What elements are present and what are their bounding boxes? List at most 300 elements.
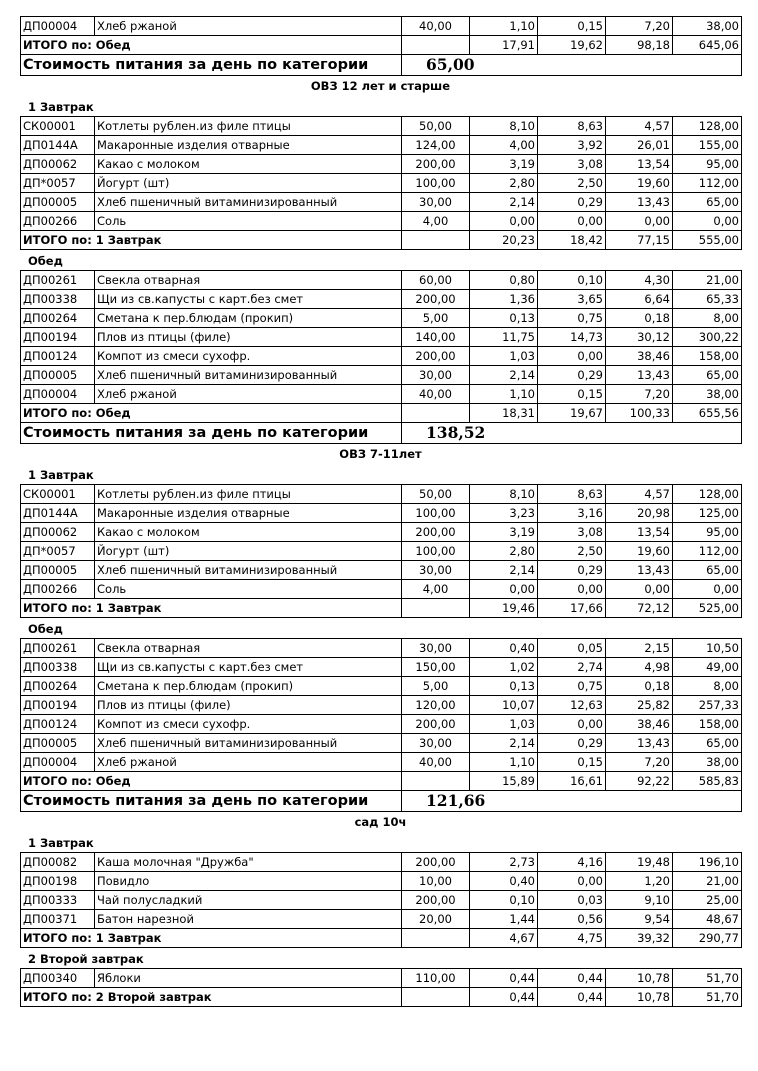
dish-code: ДП00261 <box>21 639 95 658</box>
table-row <box>21 542 742 561</box>
dish-carbs: 19,60 <box>606 174 673 193</box>
dish-code: СК00001 <box>21 485 95 504</box>
dish-name: Йогурт (шт) <box>95 174 402 193</box>
total-kcal: 645,06 <box>673 36 742 55</box>
dish-kcal: 48,67 <box>673 910 742 929</box>
dish-qty: 5,00 <box>402 309 470 328</box>
dish-fat: 0,44 <box>538 969 606 988</box>
dish-code: ДП00371 <box>21 910 95 929</box>
dish-fat: 0,29 <box>538 734 606 753</box>
dish-name: Плов из птицы (филе) <box>95 696 402 715</box>
dish-protein: 4,00 <box>470 136 538 155</box>
dish-protein: 0,40 <box>470 872 538 891</box>
dish-fat: 4,16 <box>538 853 606 872</box>
dish-qty: 4,00 <box>402 580 470 599</box>
total-kcal: 555,00 <box>673 231 742 250</box>
dish-code: ДП*0057 <box>21 174 95 193</box>
total-row <box>21 988 742 1007</box>
category-title: ОВЗ 7-11лет <box>339 447 422 461</box>
dish-fat: 0,29 <box>538 193 606 212</box>
dish-fat: 0,00 <box>538 580 606 599</box>
total-label: ИТОГО по: 2 Второй завтрак <box>21 988 402 1007</box>
dish-code: ДП00124 <box>21 715 95 734</box>
total-row <box>21 36 742 55</box>
dish-protein: 2,73 <box>470 853 538 872</box>
dish-qty: 140,00 <box>402 328 470 347</box>
dish-fat: 3,92 <box>538 136 606 155</box>
dish-kcal: 95,00 <box>673 523 742 542</box>
intro-table <box>20 16 742 76</box>
cost-label: Стоимость питания за день по категории <box>21 423 402 444</box>
cost-label: Стоимость питания за день по категории <box>21 791 402 812</box>
dish-fat: 0,03 <box>538 891 606 910</box>
dish-qty: 124,00 <box>402 136 470 155</box>
dish-code: ДП00062 <box>21 523 95 542</box>
dish-name: Соль <box>95 580 402 599</box>
dish-name: Плов из птицы (филе) <box>95 328 402 347</box>
dish-code: ДП00005 <box>21 561 95 580</box>
dish-protein: 0,10 <box>470 891 538 910</box>
table-row <box>21 580 742 599</box>
category-section <box>20 444 741 812</box>
table-row <box>21 715 742 734</box>
dish-code: ДП00198 <box>21 872 95 891</box>
dish-protein: 1,03 <box>470 347 538 366</box>
table-row <box>21 872 742 891</box>
dish-qty: 120,00 <box>402 696 470 715</box>
total-carbs: 92,22 <box>606 772 673 791</box>
dish-carbs: 0,18 <box>606 309 673 328</box>
dish-kcal: 158,00 <box>673 715 742 734</box>
dish-fat: 0,15 <box>538 753 606 772</box>
dish-fat: 3,16 <box>538 504 606 523</box>
dish-kcal: 125,00 <box>673 504 742 523</box>
dish-qty: 200,00 <box>402 891 470 910</box>
dish-kcal: 38,00 <box>673 385 742 404</box>
total-kcal: 290,77 <box>673 929 742 948</box>
dish-kcal: 65,33 <box>673 290 742 309</box>
dish-name: Котлеты рублен.из филе птицы <box>95 117 402 136</box>
dish-carbs: 4,57 <box>606 117 673 136</box>
dish-name: Повидло <box>95 872 402 891</box>
dish-qty: 40,00 <box>402 753 470 772</box>
total-carbs: 72,12 <box>606 599 673 618</box>
dish-fat: 0,00 <box>538 715 606 734</box>
dish-protein: 2,80 <box>470 542 538 561</box>
dish-kcal: 0,00 <box>673 212 742 231</box>
dish-code: ДП0144А <box>21 136 95 155</box>
dish-qty: 5,00 <box>402 677 470 696</box>
dish-carbs: 13,43 <box>606 561 673 580</box>
dish-qty: 110,00 <box>402 969 470 988</box>
dish-code: ДП*0057 <box>21 542 95 561</box>
dish-carbs: 7,20 <box>606 17 673 36</box>
dish-qty: 4,00 <box>402 212 470 231</box>
total-kcal: 525,00 <box>673 599 742 618</box>
dish-qty: 200,00 <box>402 347 470 366</box>
categories-container <box>20 76 741 1007</box>
dish-protein: 3,23 <box>470 504 538 523</box>
dish-protein: 8,10 <box>470 117 538 136</box>
meal-table <box>20 852 742 948</box>
total-carbs: 100,33 <box>606 404 673 423</box>
dish-code: ДП00264 <box>21 677 95 696</box>
dish-name: Хлеб пшеничный витаминизированный <box>95 734 402 753</box>
dish-carbs: 9,10 <box>606 891 673 910</box>
cost-row <box>21 55 742 76</box>
dish-fat: 0,00 <box>538 872 606 891</box>
dish-fat: 8,63 <box>538 485 606 504</box>
dish-fat: 3,08 <box>538 155 606 174</box>
dish-name: Какао с молоком <box>95 523 402 542</box>
dish-qty: 60,00 <box>402 271 470 290</box>
dish-fat: 14,73 <box>538 328 606 347</box>
dish-name: Хлеб пшеничный витаминизированный <box>95 193 402 212</box>
dish-code: ДП00005 <box>21 193 95 212</box>
dish-code: ДП00340 <box>21 969 95 988</box>
dish-qty: 200,00 <box>402 853 470 872</box>
dish-kcal: 49,00 <box>673 658 742 677</box>
dish-qty: 40,00 <box>402 17 470 36</box>
dish-code: ДП00124 <box>21 347 95 366</box>
table-row <box>21 561 742 580</box>
dish-name: Хлеб ржаной <box>95 753 402 772</box>
dish-protein: 1,36 <box>470 290 538 309</box>
dish-protein: 10,07 <box>470 696 538 715</box>
meal-table <box>20 484 742 618</box>
dish-name: Котлеты рублен.из филе птицы <box>95 485 402 504</box>
table-row <box>21 347 742 366</box>
dish-code: ДП00266 <box>21 580 95 599</box>
dish-carbs: 38,46 <box>606 715 673 734</box>
dish-fat: 0,00 <box>538 212 606 231</box>
total-protein: 17,91 <box>470 36 538 55</box>
table-row <box>21 696 742 715</box>
meal-table <box>20 968 742 1007</box>
dish-carbs: 2,15 <box>606 639 673 658</box>
cost-value: 121,66 <box>402 791 742 812</box>
dish-fat: 0,29 <box>538 561 606 580</box>
table-row <box>21 385 742 404</box>
dish-kcal: 196,10 <box>673 853 742 872</box>
dish-protein: 0,13 <box>470 677 538 696</box>
meal-title: Обед <box>28 254 63 268</box>
dish-carbs: 0,18 <box>606 677 673 696</box>
total-label: ИТОГО по: 1 Завтрак <box>21 929 402 948</box>
dish-kcal: 38,00 <box>673 753 742 772</box>
dish-carbs: 38,46 <box>606 347 673 366</box>
total-label: ИТОГО по: Обед <box>21 404 402 423</box>
dish-carbs: 0,00 <box>606 212 673 231</box>
dish-carbs: 4,30 <box>606 271 673 290</box>
total-fat: 18,42 <box>538 231 606 250</box>
meal-table <box>20 638 742 812</box>
table-row <box>21 523 742 542</box>
meal-title: Обед <box>28 622 63 636</box>
dish-kcal: 65,00 <box>673 366 742 385</box>
meal-table <box>20 270 742 444</box>
total-fat: 0,44 <box>538 988 606 1007</box>
dish-kcal: 21,00 <box>673 271 742 290</box>
dish-qty: 100,00 <box>402 542 470 561</box>
dish-fat: 0,05 <box>538 639 606 658</box>
dish-kcal: 51,70 <box>673 969 742 988</box>
dish-carbs: 26,01 <box>606 136 673 155</box>
dish-protein: 1,10 <box>470 753 538 772</box>
total-kcal: 51,70 <box>673 988 742 1007</box>
cost-value: 138,52 <box>402 423 742 444</box>
dish-fat: 12,63 <box>538 696 606 715</box>
menu-report <box>20 16 741 1007</box>
dish-carbs: 19,60 <box>606 542 673 561</box>
dish-protein: 0,40 <box>470 639 538 658</box>
total-protein: 19,46 <box>470 599 538 618</box>
total-label: ИТОГО по: 1 Завтрак <box>21 599 402 618</box>
dish-code: ДП00082 <box>21 853 95 872</box>
table-row <box>21 853 742 872</box>
cost-row <box>21 791 742 812</box>
table-row <box>21 910 742 929</box>
dish-kcal: 155,00 <box>673 136 742 155</box>
dish-name: Сметана к пер.блюдам (прокип) <box>95 309 402 328</box>
dish-name: Макаронные изделия отварные <box>95 136 402 155</box>
table-row <box>21 366 742 385</box>
dish-code: ДП00264 <box>21 309 95 328</box>
cost-label: Стоимость питания за день по категории <box>21 55 402 76</box>
total-protein: 4,67 <box>470 929 538 948</box>
dish-carbs: 4,98 <box>606 658 673 677</box>
dish-protein: 2,14 <box>470 193 538 212</box>
table-row <box>21 290 742 309</box>
dish-code: ДП00004 <box>21 17 95 36</box>
dish-protein: 1,02 <box>470 658 538 677</box>
table-row <box>21 17 742 36</box>
category-title: сад 10ч <box>354 815 407 829</box>
dish-protein: 0,00 <box>470 212 538 231</box>
total-fat: 4,75 <box>538 929 606 948</box>
dish-code: ДП00005 <box>21 734 95 753</box>
dish-fat: 3,65 <box>538 290 606 309</box>
total-qty-empty <box>402 599 470 618</box>
dish-name: Свекла отварная <box>95 271 402 290</box>
total-fat: 19,67 <box>538 404 606 423</box>
table-row <box>21 753 742 772</box>
total-carbs: 77,15 <box>606 231 673 250</box>
dish-name: Хлеб ржаной <box>95 385 402 404</box>
dish-kcal: 0,00 <box>673 580 742 599</box>
dish-qty: 10,00 <box>402 872 470 891</box>
dish-protein: 1,44 <box>470 910 538 929</box>
dish-name: Свекла отварная <box>95 639 402 658</box>
dish-qty: 200,00 <box>402 155 470 174</box>
table-row <box>21 891 742 910</box>
dish-name: Компот из смеси сухофр. <box>95 715 402 734</box>
dish-protein: 1,03 <box>470 715 538 734</box>
dish-code: ДП00194 <box>21 328 95 347</box>
total-qty-empty <box>402 988 470 1007</box>
dish-name: Хлеб ржаной <box>95 17 402 36</box>
dish-kcal: 25,00 <box>673 891 742 910</box>
total-qty-empty <box>402 404 470 423</box>
total-qty-empty <box>402 231 470 250</box>
dish-name: Йогурт (шт) <box>95 542 402 561</box>
dish-qty: 50,00 <box>402 485 470 504</box>
total-row <box>21 599 742 618</box>
dish-carbs: 9,54 <box>606 910 673 929</box>
dish-kcal: 128,00 <box>673 117 742 136</box>
total-kcal: 585,83 <box>673 772 742 791</box>
dish-fat: 3,08 <box>538 523 606 542</box>
dish-protein: 2,14 <box>470 561 538 580</box>
dish-carbs: 19,48 <box>606 853 673 872</box>
dish-kcal: 112,00 <box>673 174 742 193</box>
total-protein: 15,89 <box>470 772 538 791</box>
dish-carbs: 13,43 <box>606 193 673 212</box>
dish-code: ДП00194 <box>21 696 95 715</box>
dish-carbs: 25,82 <box>606 696 673 715</box>
total-qty-empty <box>402 772 470 791</box>
dish-code: ДП00338 <box>21 290 95 309</box>
dish-carbs: 30,12 <box>606 328 673 347</box>
dish-qty: 150,00 <box>402 658 470 677</box>
dish-kcal: 257,33 <box>673 696 742 715</box>
dish-fat: 0,75 <box>538 309 606 328</box>
dish-fat: 0,75 <box>538 677 606 696</box>
dish-qty: 30,00 <box>402 366 470 385</box>
dish-code: ДП0144А <box>21 504 95 523</box>
total-row <box>21 231 742 250</box>
dish-fat: 0,29 <box>538 366 606 385</box>
dish-qty: 100,00 <box>402 174 470 193</box>
dish-carbs: 0,00 <box>606 580 673 599</box>
dish-name: Яблоки <box>95 969 402 988</box>
total-row <box>21 772 742 791</box>
dish-name: Каша молочная "Дружба" <box>95 853 402 872</box>
dish-code: ДП00004 <box>21 753 95 772</box>
dish-fat: 0,15 <box>538 17 606 36</box>
table-row <box>21 734 742 753</box>
dish-carbs: 1,20 <box>606 872 673 891</box>
dish-kcal: 158,00 <box>673 347 742 366</box>
total-label: ИТОГО по: Обед <box>21 36 402 55</box>
dish-code: ДП00005 <box>21 366 95 385</box>
table-row <box>21 485 742 504</box>
dish-protein: 1,10 <box>470 385 538 404</box>
dish-qty: 30,00 <box>402 193 470 212</box>
total-carbs: 39,32 <box>606 929 673 948</box>
dish-fat: 2,50 <box>538 542 606 561</box>
dish-name: Соль <box>95 212 402 231</box>
dish-fat: 0,56 <box>538 910 606 929</box>
dish-protein: 0,13 <box>470 309 538 328</box>
dish-kcal: 65,00 <box>673 561 742 580</box>
dish-qty: 20,00 <box>402 910 470 929</box>
total-fat: 17,66 <box>538 599 606 618</box>
total-protein: 18,31 <box>470 404 538 423</box>
table-row <box>21 309 742 328</box>
dish-fat: 2,74 <box>538 658 606 677</box>
dish-kcal: 112,00 <box>673 542 742 561</box>
table-row <box>21 212 742 231</box>
dish-code: ДП00261 <box>21 271 95 290</box>
dish-kcal: 65,00 <box>673 193 742 212</box>
meal-table <box>20 116 742 250</box>
dish-kcal: 300,22 <box>673 328 742 347</box>
dish-carbs: 7,20 <box>606 753 673 772</box>
dish-kcal: 38,00 <box>673 17 742 36</box>
dish-name: Хлеб пшеничный витаминизированный <box>95 366 402 385</box>
dish-carbs: 13,43 <box>606 734 673 753</box>
dish-kcal: 21,00 <box>673 872 742 891</box>
table-row <box>21 504 742 523</box>
category-section <box>20 812 741 1007</box>
dish-kcal: 8,00 <box>673 677 742 696</box>
dish-qty: 30,00 <box>402 639 470 658</box>
meal-title: 1 Завтрак <box>28 100 94 114</box>
dish-fat: 0,10 <box>538 271 606 290</box>
dish-carbs: 6,64 <box>606 290 673 309</box>
dish-qty: 200,00 <box>402 290 470 309</box>
total-row <box>21 404 742 423</box>
dish-code: ДП00004 <box>21 385 95 404</box>
table-row <box>21 193 742 212</box>
dish-protein: 8,10 <box>470 485 538 504</box>
dish-name: Чай полусладкий <box>95 891 402 910</box>
dish-qty: 30,00 <box>402 561 470 580</box>
dish-name: Макаронные изделия отварные <box>95 504 402 523</box>
table-row <box>21 969 742 988</box>
dish-fat: 0,00 <box>538 347 606 366</box>
dish-code: ДП00062 <box>21 155 95 174</box>
dish-kcal: 95,00 <box>673 155 742 174</box>
total-row <box>21 929 742 948</box>
dish-name: Компот из смеси сухофр. <box>95 347 402 366</box>
table-row <box>21 328 742 347</box>
dish-protein: 3,19 <box>470 155 538 174</box>
meal-title: 1 Завтрак <box>28 836 94 850</box>
total-label: ИТОГО по: 1 Завтрак <box>21 231 402 250</box>
dish-name: Какао с молоком <box>95 155 402 174</box>
dish-carbs: 13,54 <box>606 155 673 174</box>
dish-protein: 0,44 <box>470 969 538 988</box>
dish-qty: 30,00 <box>402 734 470 753</box>
cost-row <box>21 423 742 444</box>
cost-value: 65,00 <box>402 55 742 76</box>
total-qty-empty <box>402 36 470 55</box>
table-row <box>21 174 742 193</box>
total-carbs: 98,18 <box>606 36 673 55</box>
dish-qty: 200,00 <box>402 523 470 542</box>
dish-kcal: 8,00 <box>673 309 742 328</box>
dish-code: СК00001 <box>21 117 95 136</box>
dish-qty: 200,00 <box>402 715 470 734</box>
dish-code: ДП00333 <box>21 891 95 910</box>
dish-fat: 2,50 <box>538 174 606 193</box>
meal-title: 1 Завтрак <box>28 468 94 482</box>
dish-name: Щи из св.капусты с карт.без смет <box>95 658 402 677</box>
dish-qty: 100,00 <box>402 504 470 523</box>
dish-protein: 2,14 <box>470 734 538 753</box>
dish-name: Батон нарезной <box>95 910 402 929</box>
dish-protein: 1,10 <box>470 17 538 36</box>
dish-protein: 2,14 <box>470 366 538 385</box>
dish-protein: 2,80 <box>470 174 538 193</box>
dish-carbs: 13,54 <box>606 523 673 542</box>
dish-name: Щи из св.капусты с карт.без смет <box>95 290 402 309</box>
dish-code: ДП00266 <box>21 212 95 231</box>
dish-carbs: 7,20 <box>606 385 673 404</box>
table-row <box>21 658 742 677</box>
